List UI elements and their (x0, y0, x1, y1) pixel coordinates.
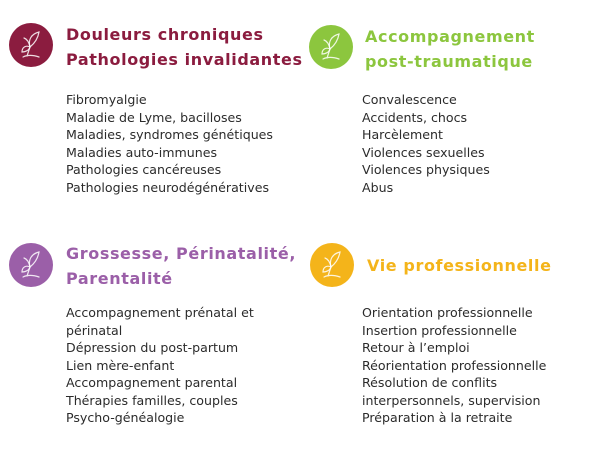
list-item: Psycho-généalogie (66, 410, 185, 425)
butterfly-icon (309, 25, 353, 69)
list-item: Abus (362, 179, 394, 195)
section-title-line2: post-traumatique (365, 52, 533, 71)
section-list (66, 91, 273, 196)
list-item: Pathologies neurodégénératives (66, 179, 270, 195)
list-item: Préparation à la retraite (362, 410, 513, 425)
section-title (66, 22, 303, 72)
list-item: Accompagnement parental (66, 375, 238, 390)
section-title-line1: Accompagnement (365, 27, 535, 46)
list-item: Insertion professionnelle (362, 322, 517, 338)
butterfly-icon (9, 23, 53, 67)
section-title (365, 24, 535, 74)
list-item: Dépression du post-partum (66, 340, 239, 355)
list-item: Retour à l’emploi (362, 340, 470, 355)
section-list (362, 91, 490, 196)
list-item: Accidents, chocs (362, 109, 468, 125)
list-item: Accompagnement prénatal et (66, 305, 254, 320)
list-item: périnatal (66, 322, 123, 338)
list-item: Résolution de conflits (362, 375, 498, 390)
list-item: Maladies auto-immunes (66, 144, 218, 160)
list-item: Orientation professionnelle (362, 305, 533, 320)
butterfly-icon (9, 243, 53, 287)
section-title-line2: Parentalité (66, 269, 173, 288)
section-title-line2: Pathologies invalidantes (66, 50, 303, 69)
section-title-line1: Grossesse, Périnatalité, (66, 244, 296, 263)
section-title (367, 253, 552, 278)
list-item: Pathologies cancéreuses (66, 162, 222, 177)
section-list (66, 304, 254, 427)
list-item: Réorientation professionnelle (362, 357, 547, 373)
section-title-line1: Douleurs chroniques (66, 25, 264, 44)
list-item: Violences physiques (362, 162, 490, 177)
list-item: Maladies, syndromes génétiques (66, 127, 273, 142)
list-item: Maladie de Lyme, bacilloses (66, 109, 242, 125)
list-item: Thérapies familles, couples (66, 392, 238, 408)
list-item: Violences sexuelles (362, 144, 485, 160)
list-item: interpersonnels, supervision (362, 392, 541, 408)
section-title-line1: Vie professionnelle (367, 256, 552, 275)
section-title (66, 241, 296, 291)
section-list (362, 304, 546, 427)
list-item: Lien mère-enfant (66, 357, 175, 373)
list-item: Convalescence (362, 92, 457, 107)
butterfly-icon (310, 243, 354, 287)
list-item: Fibromyalgie (66, 92, 147, 107)
list-item: Harcèlement (362, 127, 443, 142)
